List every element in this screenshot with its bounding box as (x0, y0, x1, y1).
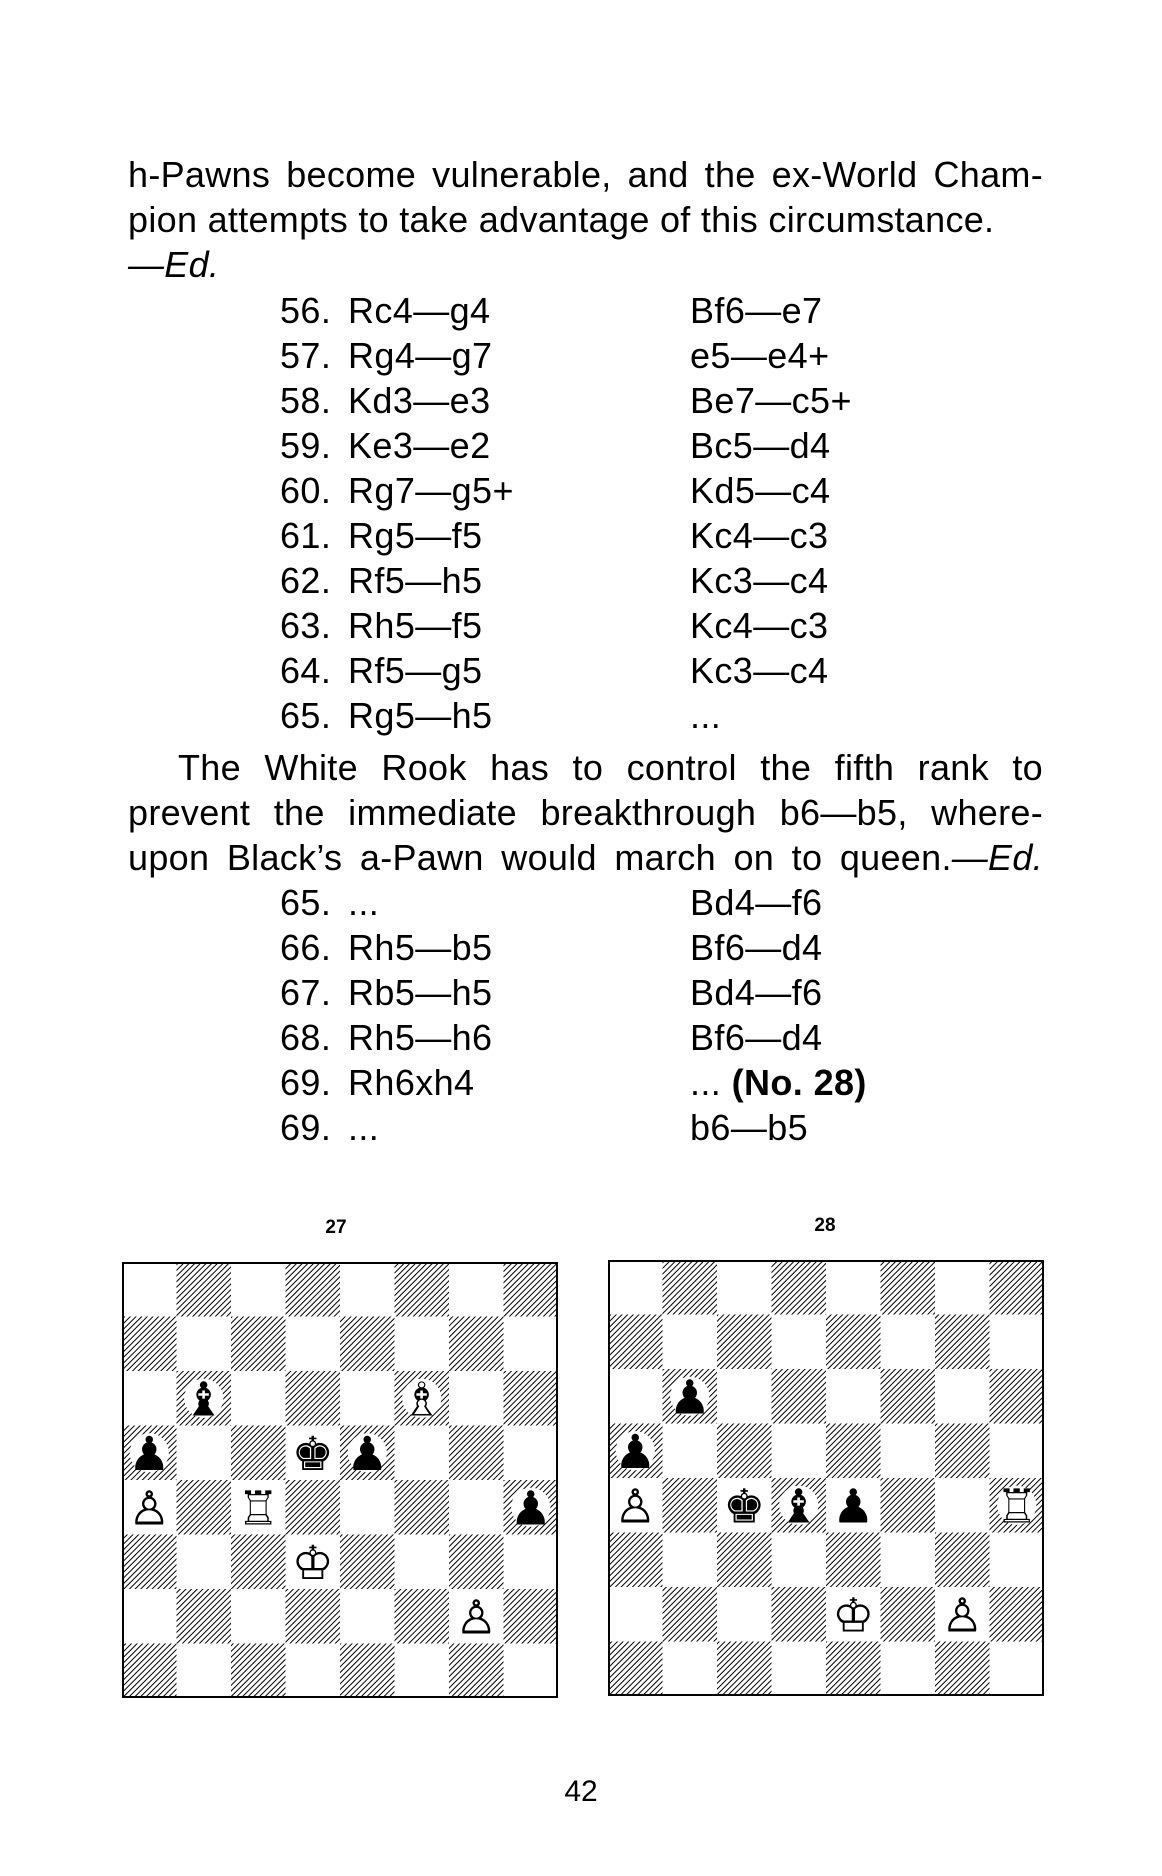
light-square (504, 1317, 559, 1372)
light-square (340, 1589, 395, 1644)
diagram-28-label: 28 (814, 1215, 836, 1236)
move-white (280, 880, 379, 925)
dark-square (881, 1478, 936, 1533)
light-square (772, 1533, 827, 1588)
light-square (663, 1424, 718, 1479)
move-white (280, 925, 492, 970)
move-black (690, 288, 822, 333)
dark-square (231, 1317, 286, 1372)
dark-square (935, 1533, 990, 1588)
move-number: 68. (280, 1017, 332, 1058)
white-move-text: ... (348, 882, 380, 923)
dark-square (608, 1642, 663, 1697)
light-square (663, 1315, 718, 1370)
light-square (935, 1369, 990, 1424)
light-square (826, 1260, 881, 1315)
white-rook-icon: ♖ (995, 1479, 1038, 1535)
move-black (690, 693, 721, 738)
light-square (504, 1535, 559, 1590)
light-square (122, 1371, 177, 1426)
dark-square (231, 1644, 286, 1699)
dark-square (122, 1644, 177, 1699)
dark-square (772, 1260, 827, 1315)
black-move-text: e5—e4+ (690, 335, 830, 376)
white-pawn-icon: ♙ (128, 1481, 171, 1537)
move-white (280, 1060, 474, 1105)
dark-square (990, 1260, 1045, 1315)
light-square (177, 1317, 232, 1372)
white-pawn-icon: ♙ (614, 1479, 657, 1535)
light-square (231, 1262, 286, 1317)
move-black (690, 468, 830, 513)
light-square (177, 1644, 232, 1699)
move-black (690, 1105, 808, 1150)
editor-note: —Ed. (128, 244, 220, 285)
comment-line-2: prevent the immediate breakthrough b6—b5, where- (128, 792, 1043, 833)
light-square (177, 1535, 232, 1590)
light-square (177, 1426, 232, 1481)
dark-square (504, 1371, 559, 1426)
light-square (663, 1533, 718, 1588)
dark-square (772, 1587, 827, 1642)
dark-square (504, 1589, 559, 1644)
black-move-text: Bc5—d4 (690, 425, 831, 466)
move-black (690, 513, 828, 558)
editor-note: —Ed. (951, 837, 1043, 878)
move-number: 69. (280, 1062, 332, 1103)
move-black (690, 333, 830, 378)
move-black (690, 970, 822, 1015)
move-white (280, 513, 482, 558)
black-move-text: Kd5—c4 (690, 470, 831, 511)
move-number: 69. (280, 1107, 332, 1148)
light-square (395, 1644, 450, 1699)
move-white (280, 970, 492, 1015)
white-move-text: Rc4—g4 (348, 290, 491, 331)
move-number: 65. (280, 695, 332, 736)
dark-square (340, 1644, 395, 1699)
dark-square (608, 1533, 663, 1588)
dark-square (826, 1315, 881, 1370)
black-pawn-icon: ♟ (346, 1427, 389, 1483)
comment-paragraph (128, 745, 1043, 880)
light-square (231, 1371, 286, 1426)
dark-square (231, 1426, 286, 1481)
light-square (395, 1426, 450, 1481)
white-move-text: Kd3—e3 (348, 380, 491, 421)
move-number: 56. (280, 290, 332, 331)
dark-square (122, 1317, 177, 1372)
black-move-text: Kc3—c4 (690, 560, 829, 601)
dark-square (286, 1589, 341, 1644)
black-pawn-icon: ♟ (832, 1479, 875, 1535)
dark-square (935, 1642, 990, 1697)
dark-square (881, 1260, 936, 1315)
diagram-27-board (122, 1262, 558, 1698)
light-square (935, 1260, 990, 1315)
move-black (690, 1015, 822, 1060)
white-king-icon: ♔ (291, 1536, 334, 1592)
dark-square (177, 1589, 232, 1644)
dark-square (881, 1587, 936, 1642)
white-bishop-icon: ♗ (400, 1372, 443, 1428)
dark-square (881, 1369, 936, 1424)
light-square (990, 1533, 1045, 1588)
move-number: 65. (280, 882, 332, 923)
dark-square (449, 1317, 504, 1372)
light-square (122, 1589, 177, 1644)
black-move-text: Bf6—d4 (690, 1017, 823, 1058)
move-white (280, 693, 492, 738)
dark-square (231, 1535, 286, 1590)
light-square (881, 1315, 936, 1370)
comment-line-1: The White Rook has to control the fifth rank to (178, 747, 1043, 788)
black-pawn-icon: ♟ (128, 1427, 171, 1483)
move-number: 59. (280, 425, 332, 466)
dark-square (449, 1535, 504, 1590)
dark-square (340, 1317, 395, 1372)
black-move-text: Kc3—c4 (690, 650, 829, 691)
dark-square (935, 1315, 990, 1370)
black-move-text: ... (690, 695, 722, 736)
intro-line-3 (128, 242, 1043, 287)
dark-square (504, 1262, 559, 1317)
light-square (340, 1262, 395, 1317)
light-square (286, 1644, 341, 1699)
dark-square (990, 1369, 1045, 1424)
light-square (881, 1642, 936, 1697)
light-square (772, 1315, 827, 1370)
dark-square (717, 1642, 772, 1697)
move-white (280, 468, 514, 513)
light-square (340, 1371, 395, 1426)
dark-square (826, 1424, 881, 1479)
black-move-text: Bf6—e7 (690, 290, 823, 331)
black-move-text: Kc4—c3 (690, 605, 829, 646)
light-square (826, 1369, 881, 1424)
dark-square (286, 1262, 341, 1317)
white-move-text: Rh5—h6 (348, 1017, 493, 1058)
light-square (990, 1315, 1045, 1370)
black-move-text: Kc4—c3 (690, 515, 829, 556)
dark-square (772, 1369, 827, 1424)
dark-square (395, 1262, 450, 1317)
black-pawn-icon: ♟ (668, 1370, 711, 1426)
comment-line-3-text: upon Black’s a-Pawn would march on to queen. (128, 837, 952, 878)
light-square (663, 1642, 718, 1697)
light-square (990, 1424, 1045, 1479)
light-square (881, 1424, 936, 1479)
page-number: 42 (564, 1775, 598, 1808)
black-move-text: b6—b5 (690, 1107, 809, 1148)
comment-line-3 (128, 835, 1043, 880)
move-black (690, 423, 830, 468)
dark-square (935, 1424, 990, 1479)
black-move-text: Be7—c5+ (690, 380, 852, 421)
dark-square (717, 1533, 772, 1588)
light-square (717, 1587, 772, 1642)
move-number: 57. (280, 335, 332, 376)
light-square (449, 1480, 504, 1535)
light-square (608, 1587, 663, 1642)
white-pawn-icon: ♙ (455, 1590, 498, 1646)
white-move-text: Rh6xh4 (348, 1062, 475, 1103)
dark-square (177, 1480, 232, 1535)
move-black (690, 378, 852, 423)
dark-square (122, 1535, 177, 1590)
white-move-text: Rb5—h5 (348, 972, 493, 1013)
white-move-text: Rf5—g5 (348, 650, 483, 691)
light-square (935, 1478, 990, 1533)
dark-square (286, 1371, 341, 1426)
white-move-text: Ke3—e2 (348, 425, 491, 466)
light-square (395, 1535, 450, 1590)
move-number: 62. (280, 560, 332, 601)
move-white (280, 648, 482, 693)
move-white (280, 288, 490, 333)
move-number: 66. (280, 927, 332, 968)
white-move-text: Rg5—f5 (348, 515, 483, 556)
white-rook-icon: ♖ (237, 1481, 280, 1537)
move-black (690, 925, 822, 970)
light-square (449, 1371, 504, 1426)
move-white (280, 1105, 379, 1150)
white-move-text: ... (348, 1107, 380, 1148)
black-move-text: Bd4—f6 (690, 882, 823, 923)
dark-square (826, 1533, 881, 1588)
move-white (280, 423, 491, 468)
white-move-text: Rg5—h5 (348, 695, 493, 736)
move-white (280, 558, 482, 603)
move-number: 64. (280, 650, 332, 691)
dark-square (826, 1642, 881, 1697)
move-white (280, 1015, 492, 1060)
dark-square (449, 1644, 504, 1699)
intro-line-2: pion attempts to take advantage of this circumstance. (128, 199, 995, 240)
move-white (280, 333, 492, 378)
black-bishop-icon: ♝ (182, 1372, 225, 1428)
black-pawn-icon: ♟ (509, 1481, 552, 1537)
dark-square (177, 1262, 232, 1317)
move-number: 58. (280, 380, 332, 421)
black-pawn-icon: ♟ (614, 1425, 657, 1481)
intro-paragraph (128, 152, 1043, 287)
diagram-27-label: 27 (325, 1217, 347, 1238)
light-square (504, 1426, 559, 1481)
dark-square (395, 1589, 450, 1644)
dark-square (717, 1315, 772, 1370)
move-white (280, 603, 482, 648)
dark-square (449, 1426, 504, 1481)
light-square (449, 1262, 504, 1317)
light-square (340, 1480, 395, 1535)
white-move-text: Rg7—g5+ (348, 470, 514, 511)
light-square (608, 1260, 663, 1315)
black-move-text: Bd4—f6 (690, 972, 823, 1013)
dark-square (663, 1260, 718, 1315)
light-square (122, 1262, 177, 1317)
white-move-text: Rh5—b5 (348, 927, 493, 968)
white-move-text: Rh5—f5 (348, 605, 483, 646)
move-number: 61. (280, 515, 332, 556)
move-black (690, 603, 828, 648)
move-black (690, 1060, 867, 1105)
white-move-text: Rf5—h5 (348, 560, 483, 601)
diagram-28-board (608, 1260, 1044, 1696)
black-bishop-icon: ♝ (777, 1479, 820, 1535)
move-number: 60. (280, 470, 332, 511)
light-square (286, 1317, 341, 1372)
dark-square (663, 1587, 718, 1642)
dark-square (608, 1315, 663, 1370)
intro-line-1: h-Pawns become vulnerable, and the ex-World Cham- (128, 154, 1043, 195)
black-move-text: Bf6—d4 (690, 927, 823, 968)
dark-square (395, 1480, 450, 1535)
dark-square (286, 1480, 341, 1535)
light-square (231, 1589, 286, 1644)
white-pawn-icon: ♙ (941, 1588, 984, 1644)
move-number: 67. (280, 972, 332, 1013)
light-square (990, 1642, 1045, 1697)
dark-square (717, 1424, 772, 1479)
move-black (690, 880, 822, 925)
light-square (717, 1260, 772, 1315)
light-square (395, 1317, 450, 1372)
black-move-text: ... (690, 1062, 732, 1103)
move-white (280, 378, 491, 423)
dark-square (663, 1478, 718, 1533)
dark-square (990, 1587, 1045, 1642)
light-square (717, 1369, 772, 1424)
light-square (608, 1369, 663, 1424)
move-black (690, 648, 828, 693)
light-square (772, 1642, 827, 1697)
light-square (881, 1533, 936, 1588)
diagram-reference: (No. 28) (731, 1062, 867, 1103)
light-square (772, 1424, 827, 1479)
white-king-icon: ♔ (832, 1588, 875, 1644)
black-king-icon: ♚ (291, 1427, 334, 1483)
move-number: 63. (280, 605, 332, 646)
dark-square (340, 1535, 395, 1590)
black-king-icon: ♚ (723, 1479, 766, 1535)
move-black (690, 558, 828, 603)
light-square (504, 1644, 559, 1699)
white-move-text: Rg4—g7 (348, 335, 493, 376)
